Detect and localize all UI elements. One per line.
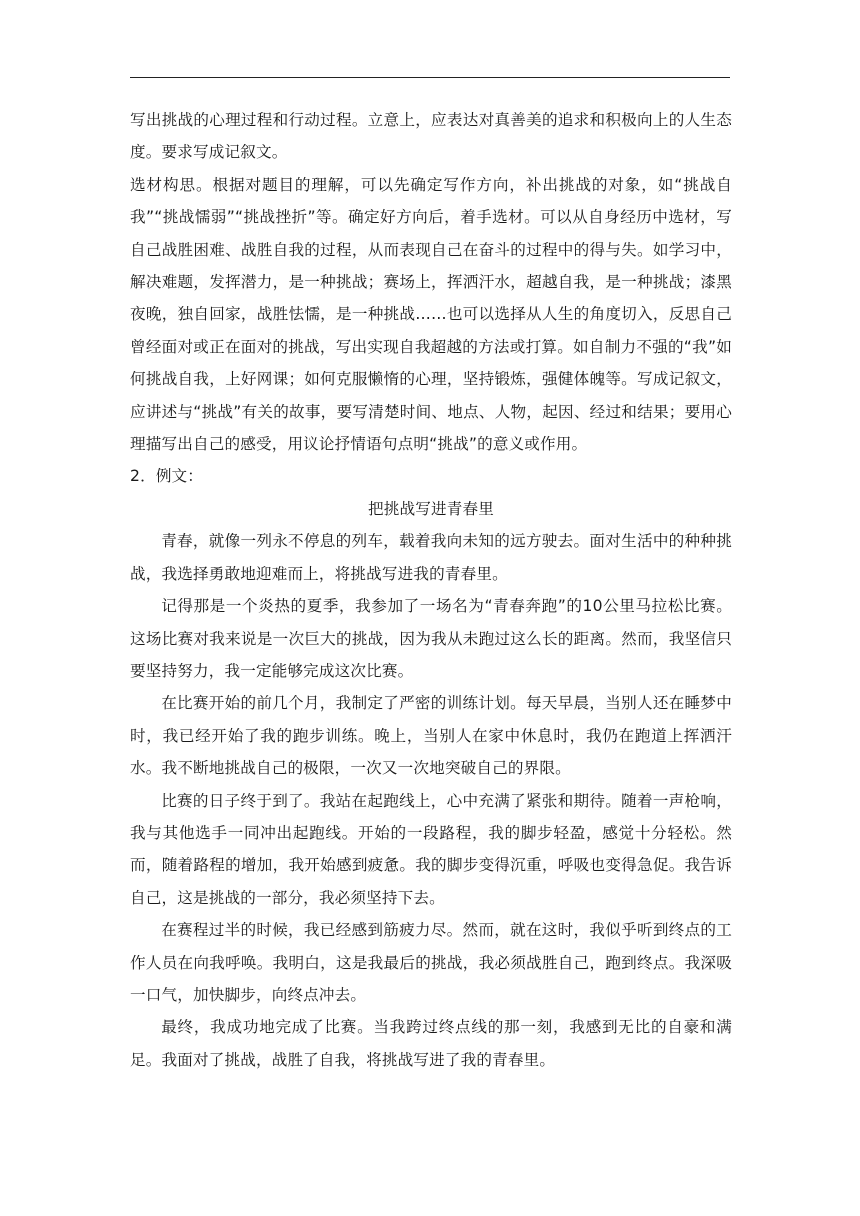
material-planning-paragraph: 选材构思。根据对题目的理解，可以先确定写作方向，补出挑战的对象，如“挑战自我”“挑战懦弱”“挑战挫折”等。确定好方向后，着手选材。可以从自身经历中选材，写自己战胜困难、战胜自我的过程，从而表现自己在奋斗的过程中的得与失。如学习中，解决难题，发挥潜力，是一种挑战；赛场上，挥洒汗水，超越自我，是一种挑战；漆黑夜晚，独自回家，战胜怯懦，是一种挑战……也可以选择从人生的角度切入，反思自己曾经面对或正在面对的挑战，写出实现自我超越的方法或打算。如自制力不强的“我”如何挑战自我，上好网课；如何克服懒惰的心理，坚持锻炼，强健体魄等。写成记叙文，应讲述与“挑战”有关的故事，要写清楚时间、地点、人物，起因、经过和结果；要用心理描写出自己的感受，用议论抒情语句点明“挑战”的意义或作用。 (130, 175, 732, 454)
analysis-continued-paragraph: 写出挑战的心理过程和行动过程。立意上，应表达对真善美的追求和积极向上的人生态度。要求写成记叙文。 (130, 111, 732, 162)
essay-paragraph-4: 比赛的日子终于到了。我站在起跑线上，心中充满了紧张和期待。随着一声枪响，我与其他选手一同冲出起跑线。开始的一段路程，我的脚步轻盈，感觉十分轻松。然而，随着路程的增加，我开始感到疲惫。我的脚步变得沉重，呼吸也变得急促。我告诉自己，这是挑战的一部分，我必须坚持下去。 (130, 791, 732, 907)
header-rule (130, 77, 730, 78)
essay-paragraph-3: 在比赛开始的前几个月，我制定了严密的训练计划。每天早晨，当别人还在睡梦中时，我已经开始了我的跑步训练。晚上，当别人在家中休息时，我仍在跑道上挥洒汗水。我不断地挑战自己的极限，一次又一次地突破自己的界限。 (130, 694, 732, 778)
document-body (130, 104, 732, 1076)
essay-title: 把挑战写进青春里 (368, 499, 494, 518)
essay-paragraph-6: 最终，我成功地完成了比赛。当我跨过终点线的那一刻，我感到无比的自豪和满足。我面对了挑战，战胜了自我，将挑战写进了我的青春里。 (130, 1018, 732, 1069)
essay-paragraph-5: 在赛程过半的时候，我已经感到筋疲力尽。然而，就在这时，我似乎听到终点的工作人员在向我呼唤。我明白，这是我最后的挑战，我必须战胜自己，跑到终点。我深吸一口气，加快脚步，向终点冲去。 (130, 921, 732, 1004)
essay-paragraph-2: 记得那是一个炎热的夏季，我参加了一场名为“青春奔跑”的10公里马拉松比赛。这场比赛对我来说是一次巨大的挑战，因为我从未跑过这么长的距离。然而，我坚信只要坚持努力，我一定能够完成这次比赛。 (130, 597, 732, 680)
example-label: 2．例文： (130, 467, 204, 486)
essay-paragraph-1: 青春，就像一列永不停息的列车，载着我向未知的远方驶去。面对生活中的种种挑战，我选择勇敢地迎难而上，将挑战写进我的青春里。 (130, 532, 732, 583)
